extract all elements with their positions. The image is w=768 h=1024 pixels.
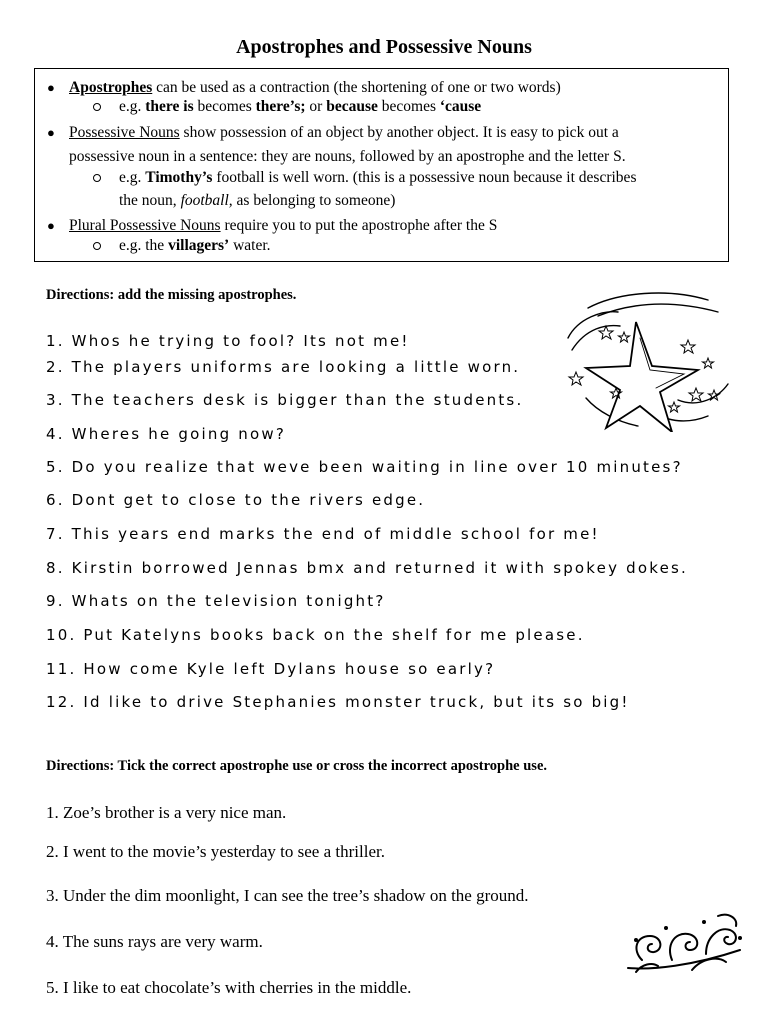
ex1-word1: there is — [145, 98, 194, 115]
possessive-desc: show possession of an object by another object. It is easy to pick out a — [179, 124, 619, 141]
apostrophes-definition — [69, 78, 561, 98]
tick-cross-item: 4. The suns rays are very warm. — [46, 932, 263, 951]
exercise-item: 7. This years end marks the end of middle school for me! — [46, 525, 600, 543]
page-title: Apostrophes and Possessive Nouns — [236, 36, 532, 58]
exercise-item: 3. The teachers desk is bigger than the students. — [46, 391, 524, 409]
tick-cross-item: 5. I like to eat chocolate’s with cherries in the middle. — [46, 978, 412, 997]
exercise-item: 2. The players uniforms are looking a little worn. — [46, 358, 521, 376]
tick-cross-item: 1. Zoe’s brother is a very nice man. — [46, 803, 287, 822]
ex1-word3: because — [326, 98, 378, 115]
exercise-item: 5. Do you realize that weve been waiting in line over 10 minutes? — [46, 458, 683, 476]
exercise-item: 11. How come Kyle left Dylans house so early? — [46, 660, 496, 678]
plural-definition — [69, 216, 497, 236]
bullet-icon: ● — [47, 125, 55, 140]
ex3-prefix: e.g. the — [119, 237, 169, 254]
ex2-italic: football, — [180, 192, 233, 209]
possessive-example-line2 — [119, 191, 395, 211]
possessive-example — [119, 168, 636, 188]
plural-term: Plural Possessive Nouns — [69, 217, 221, 234]
exercise-item: 1. Whos he trying to fool? Its not me! — [46, 332, 410, 350]
sub-bullet-icon — [93, 103, 101, 111]
exercise-item: 12. Id like to drive Stephanies monster truck, but its so big! — [46, 693, 630, 711]
swirl-ornament — [622, 910, 746, 976]
exercise-item: 4. Wheres he going now? — [46, 425, 286, 443]
tick-cross-item: 3. Under the dim moonlight, I can see the tree’s shadow on the ground. — [46, 886, 529, 905]
ex1-mid1: becomes — [193, 98, 256, 115]
bullet-icon: ● — [47, 80, 55, 95]
ex3-rest: water. — [229, 237, 271, 254]
section2-directions: Directions: Tick the correct apostrophe use or cross the incorrect apostrophe use. — [46, 758, 548, 774]
exercise-item: 6. Dont get to close to the rivers edge. — [46, 491, 426, 509]
ex1-mid3: becomes — [377, 98, 440, 115]
exercise-item: 9. Whats on the television tonight? — [46, 592, 386, 610]
ex1-word4: ‘cause — [439, 98, 482, 115]
exercise-item: 8. Kirstin borrowed Jennas bmx and returned it with spokey dokes. — [46, 559, 688, 577]
apostrophes-example — [119, 97, 481, 117]
tick-cross-item: 2. I went to the movie’s yesterday to see a thriller. — [46, 842, 385, 861]
apostrophes-desc: can be used as a contraction (the shortening of one or two words) — [152, 79, 561, 96]
ex2-bold: Timothy’s — [145, 169, 213, 186]
possessive-definition-line2: possessive noun in a sentence: they are nouns, followed by an apostrophe and the letter S. — [69, 148, 626, 165]
ex2-rest: football is well worn. (this is a possessive noun because it describes — [212, 169, 637, 186]
bullet-icon: ● — [47, 218, 55, 233]
plural-desc: require you to put the apostrophe after the S — [220, 217, 498, 234]
info-box — [34, 68, 729, 262]
ex1-word2: there’s; — [255, 98, 306, 115]
star-clipart — [558, 288, 734, 432]
possessive-definition — [69, 123, 619, 143]
apostrophes-term: Apostrophes — [69, 79, 153, 96]
sub-bullet-icon — [93, 242, 101, 250]
ex1-prefix: e.g. — [119, 98, 146, 115]
ex2-line2-a: the noun, — [119, 192, 181, 209]
exercise-item: 10. Put Katelyns books back on the shelf for me please. — [46, 626, 585, 644]
ex2-prefix: e.g. — [119, 169, 146, 186]
ex3-bold: villagers’ — [168, 237, 230, 254]
plural-example — [119, 236, 271, 256]
section1-directions: Directions: add the missing apostrophes. — [46, 287, 297, 303]
sub-bullet-icon — [93, 174, 101, 182]
ex1-mid2: or — [305, 98, 327, 115]
ex2-line2-b: as belonging to someone) — [232, 192, 396, 209]
possessive-term: Possessive Nouns — [69, 124, 180, 141]
